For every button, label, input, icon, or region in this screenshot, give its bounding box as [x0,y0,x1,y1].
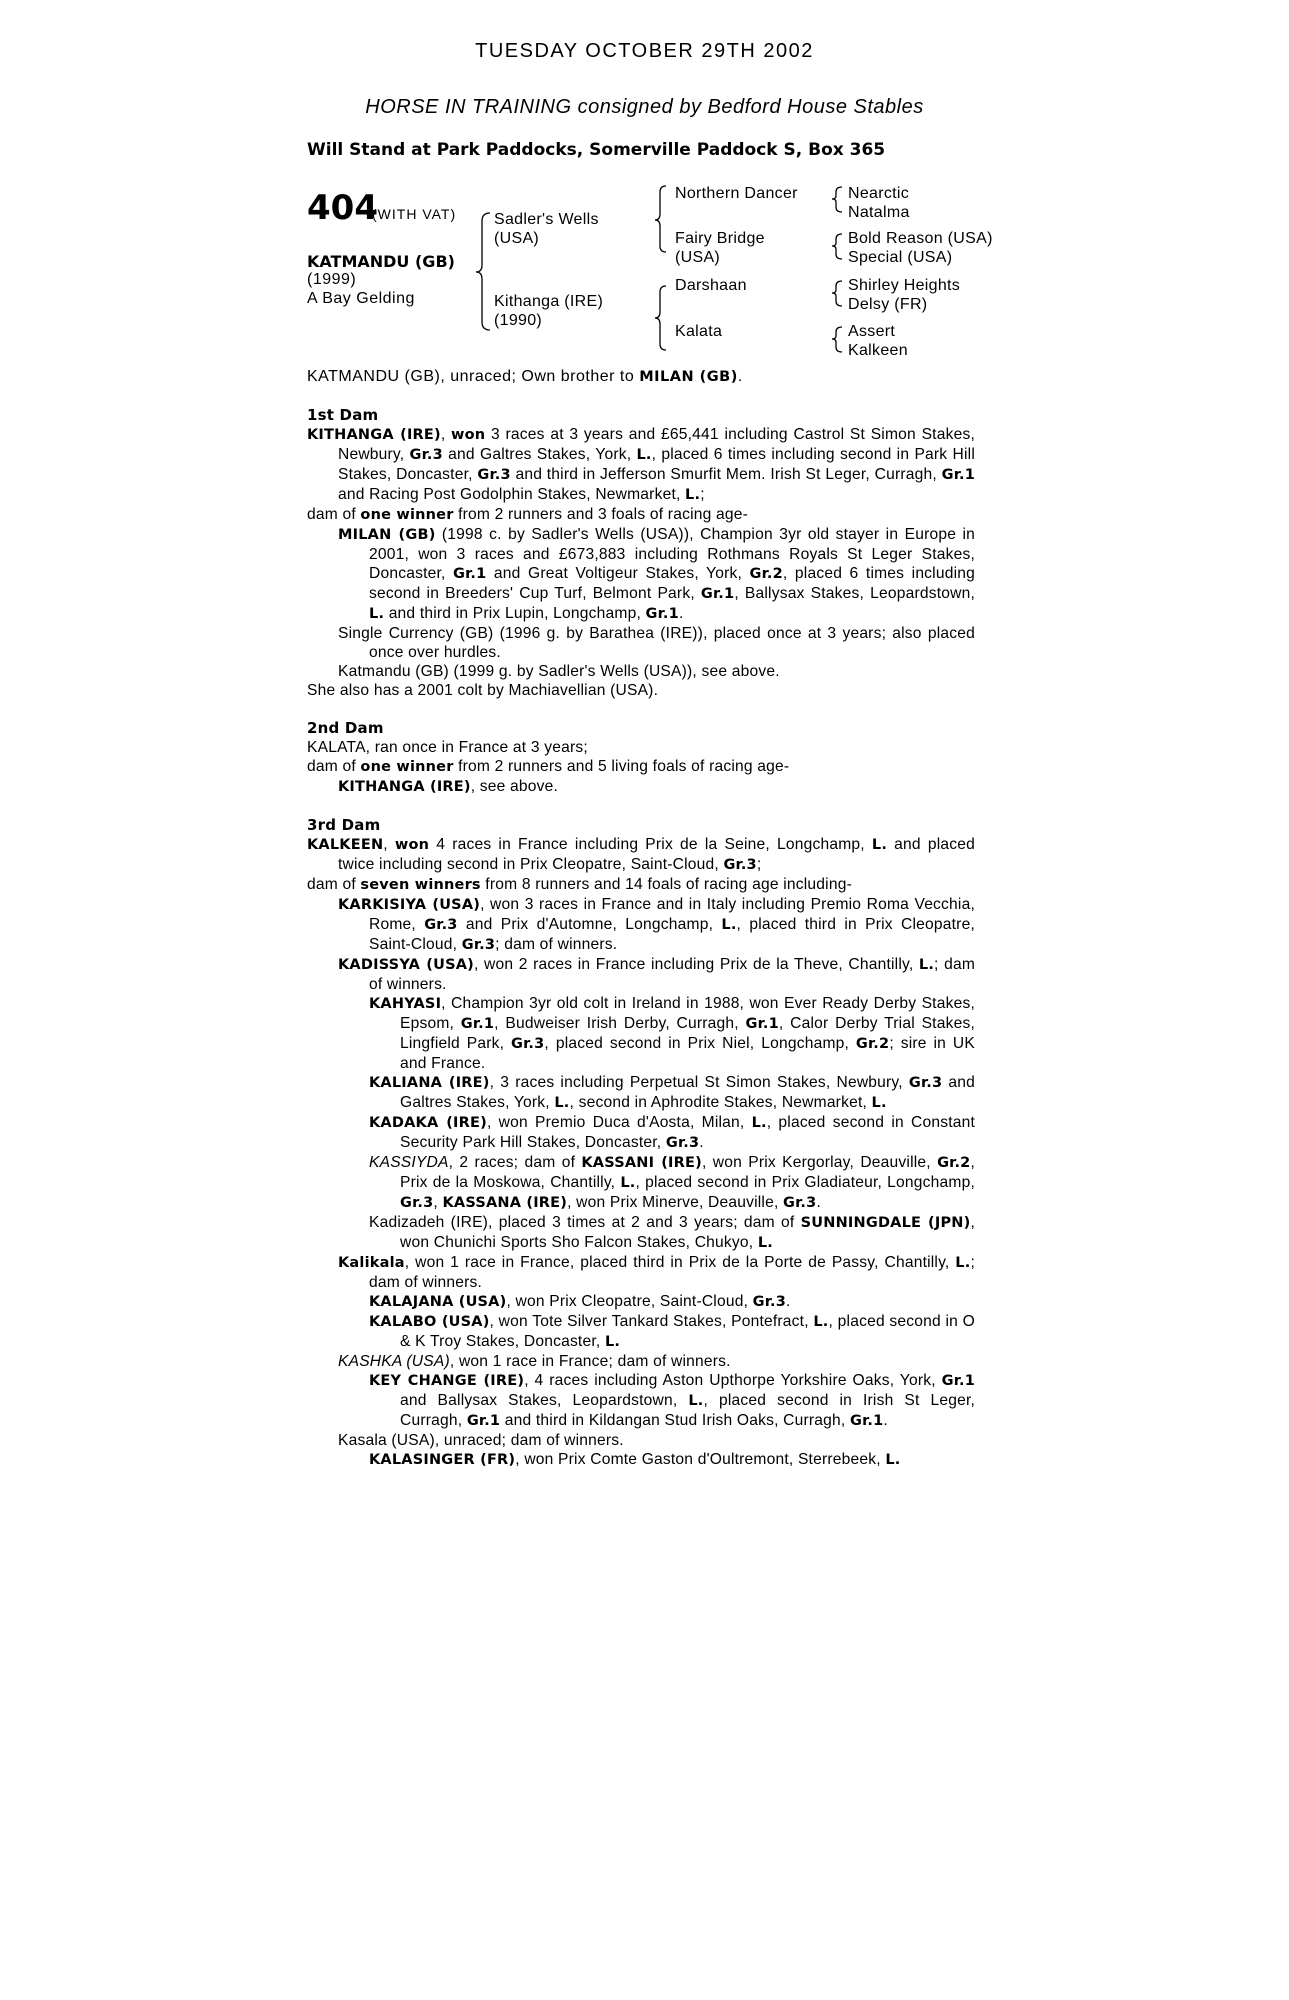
produce-kalajana: KALAJANA (USA), won Prix Cleopatre, Saint-Cloud, Gr.3. [369,1293,791,1310]
first-dam-produce: dam of one winner from 2 runners and 3 foals of racing age- [307,506,749,523]
produce-kashka: KASHKA (USA), won 1 race in France; dam of winners. [338,1353,731,1370]
second-dam-produce: dam of one winner from 2 runners and 5 living foals of racing age- [307,758,790,775]
produce-karkisiya: KARKISIYA (USA), won 3 races in France and in Italy including Premio Roma Vecchia, Rome, Gr.3 and Prix d'Automne, Longchamp, L., placed third in Prix Cleopatre, Saint-Cloud, Gr.3; dam of winners. [338,896,975,953]
second-dam-heading: 2nd Dam [307,719,384,737]
sire-dam: Fairy Bridge [675,230,765,247]
ss-sire: Nearctic [848,185,910,202]
second-dam-kithanga: KITHANGA (IRE), see above. [338,778,559,795]
produce-key-change: KEY CHANGE (IRE), 4 races including Aston Upthorpe Yorkshire Oaks, York, Gr.1 and Ballysax Stakes, Leopardstown, L., placed second in Irish St Leger, Curragh, Gr.1 and third in Kildangan Stud Irish Oaks, Curragh, Gr.1. [369,1372,976,1429]
sd-sire: Bold Reason (USA) [848,230,993,247]
second-dam-entry: KALATA, ran once in France at 3 years; [307,739,588,756]
lot-number: 404 [307,188,378,228]
foaling-year: (1999) [307,271,357,288]
sire-sire: Northern Dancer [675,185,798,202]
pedigree-brackets [0,0,1289,400]
dam-sire: Darshaan [675,277,747,294]
first-dam-heading: 1st Dam [307,406,379,424]
produce-kalabo: KALABO (USA), won Tote Silver Tankard Stakes, Pontefract, L., placed second in O & K Troy Stakes, Doncaster, L. [369,1313,975,1350]
produce-kadaka: KADAKA (IRE), won Premio Duca d'Aosta, Milan, L., placed second in Constant Security Park Hill Stakes, Doncaster, Gr.3. [369,1114,976,1151]
dam-suffix: (1990) [494,312,543,329]
ss-dam: Natalma [848,204,910,221]
vat-note: (WITH VAT) [372,206,457,222]
third-dam-produce: dam of seven winners from 8 runners and 14 foals of racing age including- [307,876,852,893]
produce-single-currency: Single Currency (GB) (1996 g. by Barathea (IRE)), placed once at 3 years; also placed once over hurdles. [338,625,975,661]
consignor-line: HORSE IN TRAINING consigned by Bedford House Stables [365,96,924,118]
sire-name: Sadler's Wells [494,211,599,228]
sire-dam-suffix: (USA) [675,249,721,266]
produce-kalasinger: KALASINGER (FR), won Prix Comte Gaston d'Oultremont, Sterrebeek, L. [369,1451,901,1468]
catalogue-body [307,406,975,1470]
dam-dam: Kalata [675,323,723,340]
third-dam-heading: 3rd Dam [307,816,381,834]
produce-kaliana: KALIANA (IRE), 3 races including Perpetual St Simon Stakes, Newbury, Gr.3 and Galtres Stakes, York, L., second in Aphrodite Stakes, Newmarket, L. [369,1074,976,1111]
sale-date: TUESDAY OCTOBER 29TH 2002 [475,40,814,62]
produce-kadissya: KADISSYA (USA), won 2 races in France including Prix de la Theve, Chantilly, L.; dam of winners. [338,956,976,993]
produce-colt: She also has a 2001 colt by Machiavellian (USA). [307,682,659,699]
horse-description: A Bay Gelding [307,290,415,307]
sire-suffix: (USA) [494,230,540,247]
dd-dam: Kalkeen [848,342,908,359]
third-dam-entry: KALKEEN, won 4 races in France including Prix de la Seine, Longchamp, L. and placed twice including second in Prix Cleopatre, Saint-Cloud, Gr.3; [307,836,975,873]
produce-kasala: Kasala (USA), unraced; dam of winners. [338,1432,624,1449]
horse-name: KATMANDU (GB) [307,252,455,271]
ds-dam: Delsy (FR) [848,296,928,313]
dam-name: Kithanga (IRE) [494,293,604,310]
produce-milan: MILAN (GB) (1998 c. by Sadler's Wells (USA)), Champion 3yr old stayer in Europe in 2001, won 3 races and £673,883 including Rothmans Royals St Leger Stakes, Doncaster, Gr.1 and Great Voltigeur Stakes, York, Gr.2, placed 6 times including second in Breeders' Cup Turf, Belmont Park, Gr.1, Ballysax Stakes, Leopardstown, L. and third in Prix Lupin, Longchamp, Gr.1. [338,526,976,622]
dd-sire: Assert [848,323,896,340]
produce-kalikala: Kalikala, won 1 race in France, placed third in Prix de la Porte de Passy, Chantilly, L.; dam of winners. [338,1254,975,1291]
produce-kassiyda: KASSIYDA, 2 races; dam of KASSANI (IRE), won Prix Kergorlay, Deauville, Gr.2, Prix de la Moskowa, Chantilly, L., placed second in Prix Gladiateur, Longchamp, Gr.3, KASSANA (IRE), won Prix Minerve, Deauville, Gr.3. [369,1154,976,1211]
stable-location: Will Stand at Park Paddocks, Somerville Paddock S, Box 365 [307,140,886,160]
lot-summary: KATMANDU (GB), unraced; Own brother to MILAN (GB). [307,368,743,385]
first-dam-entry: KITHANGA (IRE), won 3 races at 3 years and £65,441 including Castrol St Simon Stakes, Newbury, Gr.3 and Galtres Stakes, York, L., placed 6 times including second in Park Hill Stakes, Doncaster, Gr.3 and third in Jefferson Smurfit Mem. Irish St Leger, Curragh, Gr.1 and Racing Post Godolphin Stakes, Newmarket, L.; [307,426,975,503]
produce-katmandu: Katmandu (GB) (1999 g. by Sadler's Wells (USA)), see above. [338,663,780,680]
sd-dam: Special (USA) [848,249,953,266]
produce-kahyasi: KAHYASI, Champion 3yr old colt in Ireland in 1988, won Ever Ready Derby Stakes, Epsom, Gr.1, Budweiser Irish Derby, Curragh, Gr.1, Calor Derby Trial Stakes, Lingfield Park, Gr.3, placed second in Prix Niel, Longchamp, Gr.2; sire in UK and France. [369,995,975,1072]
produce-kadizadeh: Kadizadeh (IRE), placed 3 times at 2 and 3 years; dam of SUNNINGDALE (JPN), won Chunichi Sports Sho Falcon Stakes, Chukyo, L. [369,1214,976,1251]
ds-sire: Shirley Heights [848,277,961,294]
